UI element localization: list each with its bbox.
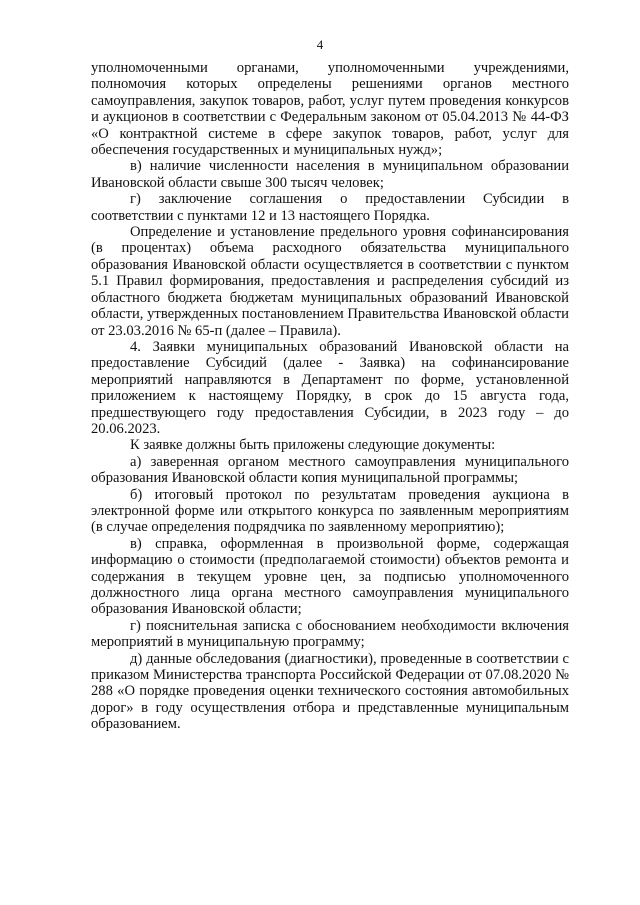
paragraph-condition-g: г) заключение соглашения о предоставлении Субсидии в соответствии с пунктами 12 и 13 настоящего Порядка.	[91, 191, 569, 224]
paragraph-documents-intro: К заявке должны быть приложены следующие документы:	[130, 437, 496, 454]
paragraph-document-b: б) итоговый протокол по результатам проведения аукциона в электронной форме или открытого конкурса по заявленным мероприятиям (в случае определения подрядчика по заявленному мероприятию);	[91, 486, 569, 536]
paragraph-condition-v: в) наличие численности населения в муниципальном образовании Ивановской области свыше 300 тысяч человек;	[91, 158, 569, 191]
page-number: 4	[316, 37, 324, 52]
document-body	[91, 60, 569, 733]
paragraph-document-g: г) пояснительная записка с обоснованием необходимости включения мероприятий в муниципальную программу;	[91, 617, 569, 651]
paragraph-document-d: д) данные обследования (диагностики), проведенные в соответствии с приказом Министерства транспорта Российской Федерации от 07.08.2020 № 288 «О порядке проведения оценки технического состояния автомобильных дорог» в году осуществления отбора и представленные муниципальным образованием.	[91, 650, 569, 733]
paragraph-applications: 4. Заявки муниципальных образований Ивановской области на предоставление Субсидий (далее - Заявка) на софинансирование мероприятий направляются в Департамент по форме, установленной приложением к настоящему Порядку, в срок до 15 августа года, предшествующего году предоставления Субсидии, в 2023 году – до 20.06.2023.	[91, 338, 569, 437]
paragraph-cofinancing-level: Определение и установление предельного уровня софинансирования (в процентах) объема расходного обязательства муниципального образования Ивановской области осуществляется в соответствии с пунктом 5.1 Правил формирования, предоставления и распределения субсидий из областного бюджета бюджетам муниципальных образований Ивановской области, утвержденных постановлением Правительства Ивановской области от 23.03.2016 № 65-п (далее – Правила).	[91, 224, 569, 339]
paragraph-continuation: уполномоченными органами, уполномоченными учреждениями, полномочия которых определены решениями органов местного самоуправления, закупок товаров, работ, услуг путем проведения конкурсов и аукционов в соответствии с Федеральным законом от 05.04.2013 № 44-ФЗ «О контрактной системе в сфере закупок товаров, работ, услуг для обеспечения государственных и муниципальных нужд»;	[91, 60, 569, 159]
paragraph-document-a: а) заверенная органом местного самоуправления муниципального образования Ивановской области копия муниципальной программы;	[91, 453, 569, 487]
paragraph-document-v: в) справка, оформленная в произвольной форме, содержащая информацию о стоимости (предполагаемой стоимости) объектов ремонта и содержания в текущем уровне цен, за подписью уполномоченного должностного лица органа местного самоуправления муниципального образования Ивановской области;	[91, 535, 569, 618]
